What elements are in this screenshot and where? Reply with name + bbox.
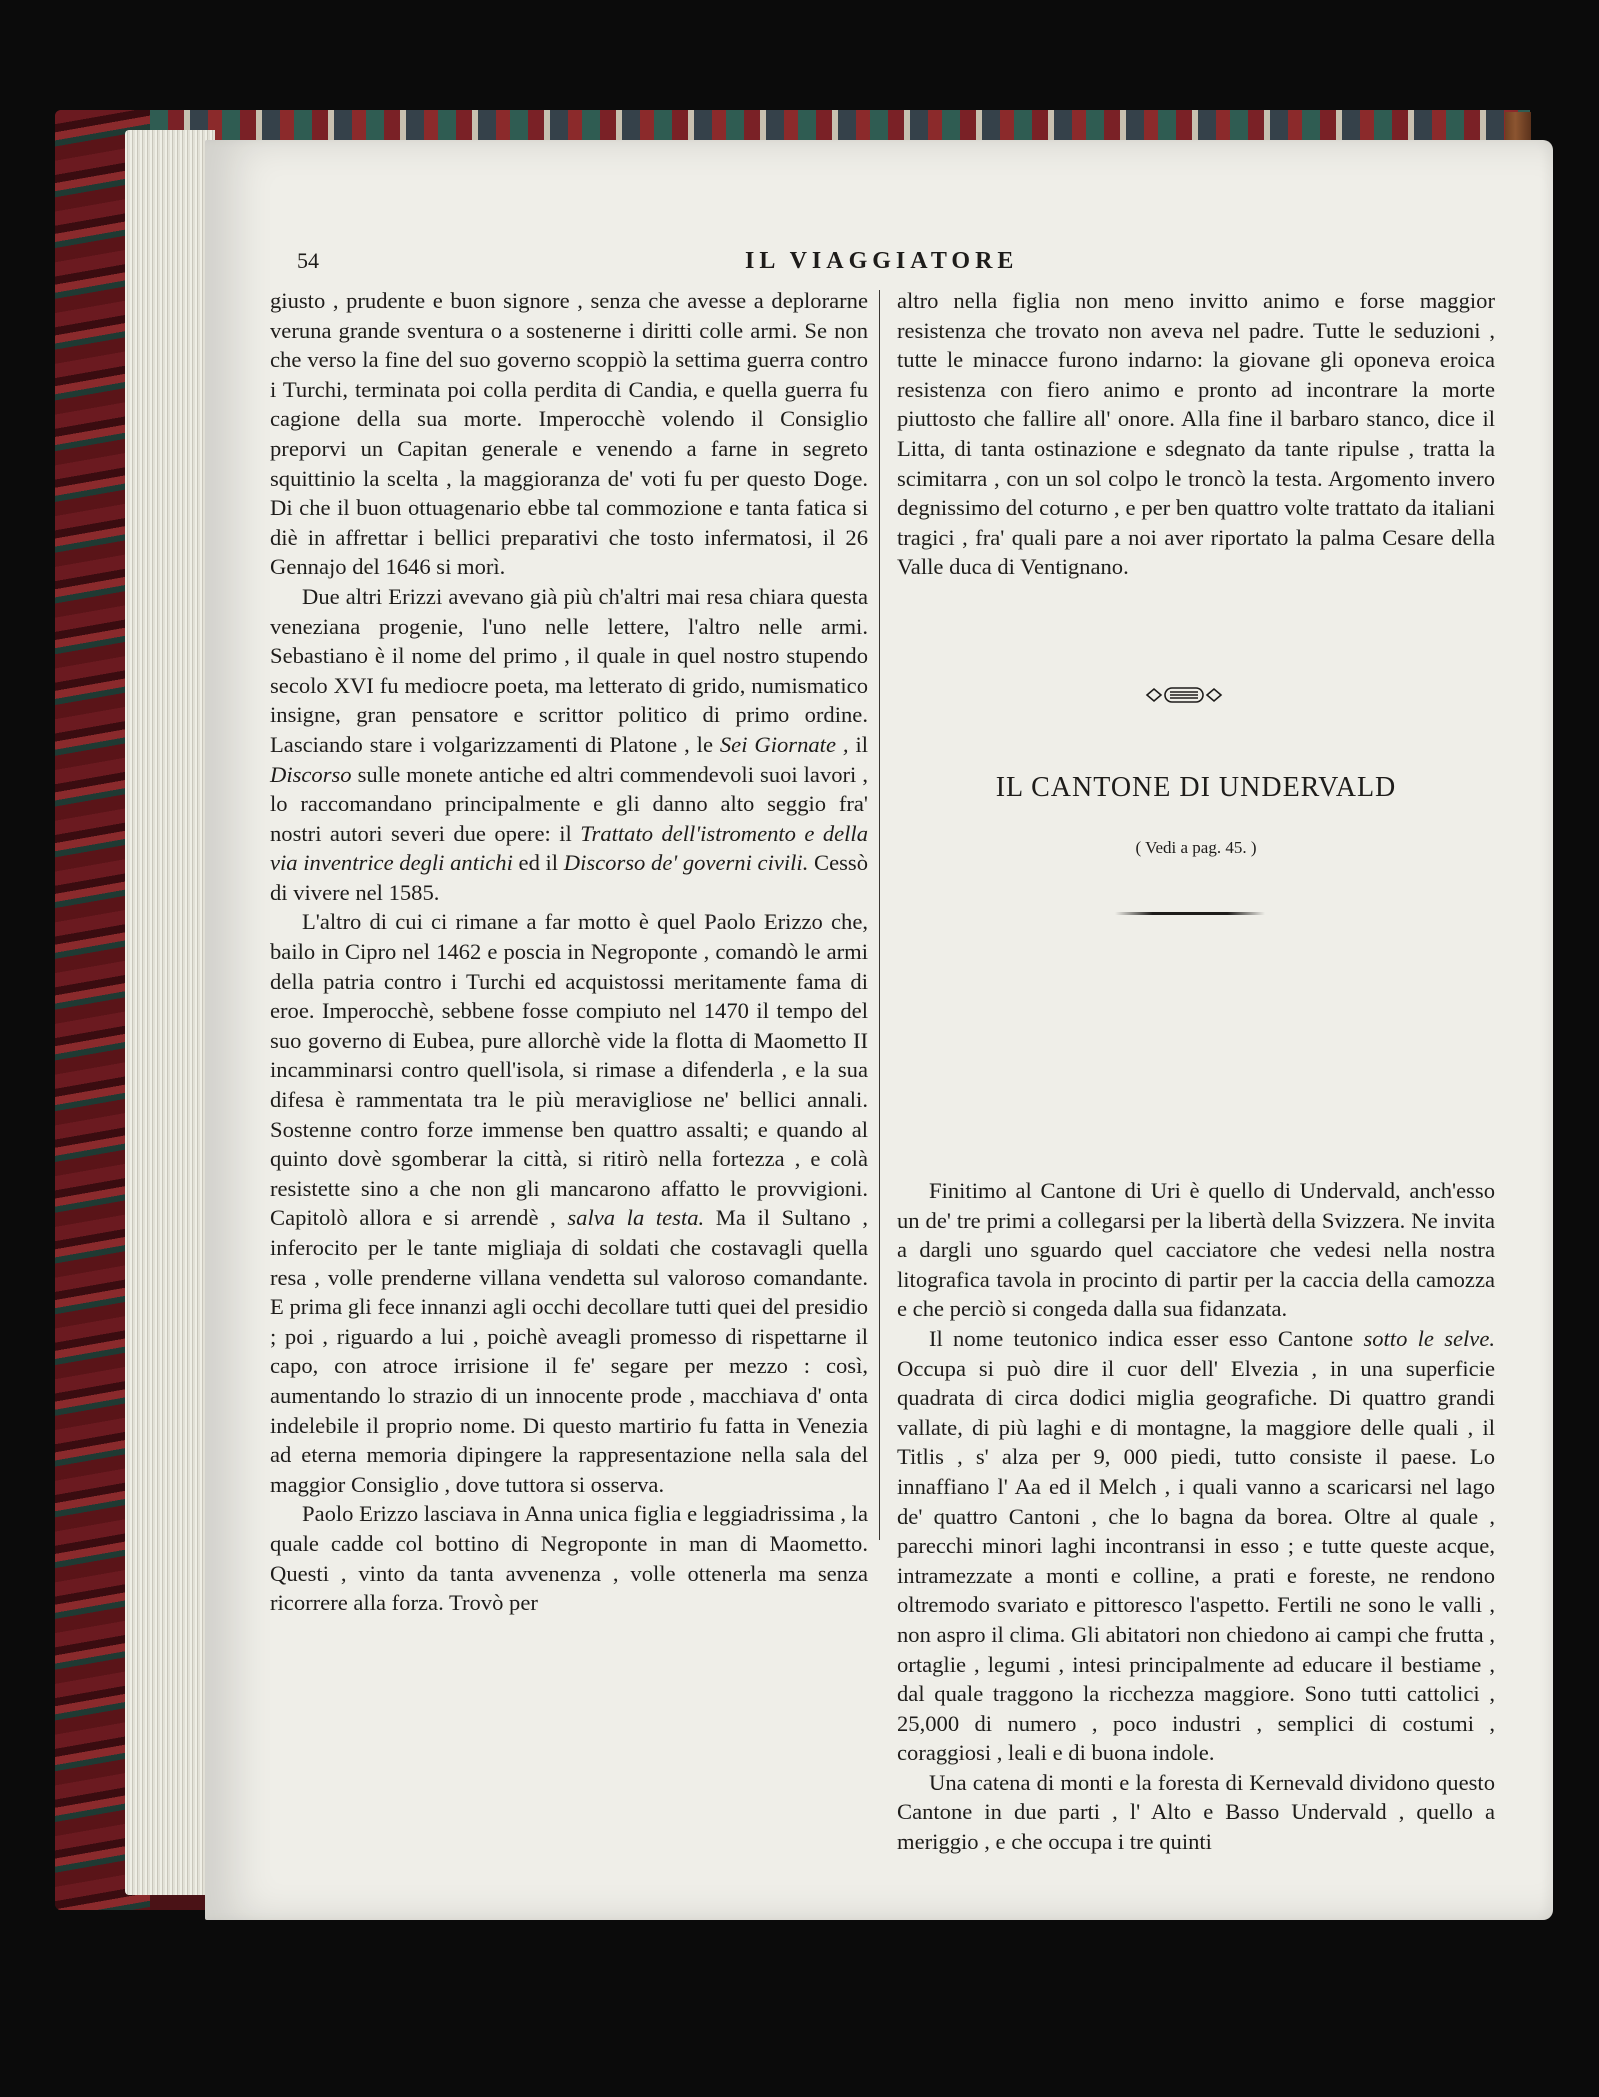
text-run: L'altro di cui ci rimane a far motto è quel Paolo Erizzo che, bailo in Cipro nel 1462 e poscia in Negroponte , comandò le armi della patria contro i Turchi ed acquistossi meritamente fama di eroe. Imperocchè, sebbene fosse compiuto nel 1470 il tempo del suo governo di Eubea, pure allorchè vide la flotta di Maometto II incamminarsi contro quell'isola, si rimase a difenderla , e la sua difesa è rammentata tra le più meravigliose ne' bellici annali. Sostenne contro forze immense ben quattro assalti; e quando al quinto dovè sgomberar la città, si ritirò nella fortezza , e colà resistette sino a che non gli mancarono affatto le provvigioni. Capitolò allora e si arrendè , xyxy=(270,909,868,1231)
text-run: ed il xyxy=(512,850,564,876)
paragraph xyxy=(270,286,868,582)
paragraph xyxy=(270,582,868,908)
text-run: Due altri Erizzi avevano già più ch'altri mai resa chiara questa veneziana progenie, l'uno nelle lettere, l'altro nelle armi. Sebastiano è il nome del primo , il quale in quel nostro stupendo secolo XVI fu mediocre poeta, ma letterato di grido, numismatico insigne, gran pensatore e scrittor politico di primo ordine. Lasciando stare i volgarizzamenti di Platone , le xyxy=(270,583,868,757)
text-run: altro nella figlia non meno invitto animo e forse maggior resistenza che trovato non aveva nel padre. Tutte le seduzioni , tutte le minacce furono indarno: la giovane gli oponeva eroica resistenza con fiero animo e pronto ad incontrare la morte piuttosto che fallire all' onore. Alla fine il barbaro stanco, dice il Litta, di tanta ostinazione e sdegnato da tante ripulse , tratta la scimitarra , con un sol colpo le troncò la testa. Argomento invero degnissimo del coturno , e per ben quattro volte trattato da italiani tragici , fra' quali pare a noi aver riportato la palma Cesare della Valle duca di Ventignano. xyxy=(897,288,1495,580)
running-title: IL VIAGGIATORE xyxy=(745,248,1019,274)
text-run: Finitimo al Cantone di Uri è quello di Undervald, anch'esso un de' tre primi a collegarsi per la libertà della Svizzera. Ne invita a dargli uno sguardo quel cacciatore che vedesi nella nostra litografica tavola in procinto di partir per la caccia della camozza e che perciò si congeda dalla sua fidanzata. xyxy=(897,1178,1495,1322)
column-divider xyxy=(879,290,880,1540)
italic-text: Discorso xyxy=(270,761,352,787)
text-run: Una catena di monti e la foresta di Kernevald dividono questo Cantone in due parti , l' Alto e Basso Undervald , quello a meriggio , e che occupa i tre quinti xyxy=(897,1769,1495,1855)
section-divider xyxy=(1115,912,1265,915)
text-run: il xyxy=(848,731,868,757)
page-edges xyxy=(125,130,215,1895)
ornament-icon xyxy=(1145,684,1223,706)
text-run: Ma il Sultano , inferocito per le tante migliaja di soldati che costavagli quella resa , volle prenderne villana vendetta sul valoroso comandante. E prima gli fece innanzi agli occhi decollare tutti quei del presidio ; poi , riguardo a lui , poichè aveagli promesso di rispettarne il capo, con atroce irrisione il fe' segare per mezzo : così, aumentando lo strazio di un innocente prode , macchiava d' onta indelebile il proprio nome. Di questo martirio fu fatta in Venezia ad eterna memoria dipingere la rappresentazione nella sala del maggior Consiglio , dove tuttora si osserva. xyxy=(270,1205,868,1497)
paragraph xyxy=(897,286,1495,582)
paragraph xyxy=(897,1176,1495,1324)
text-run: giusto , prudente e buon signore , senza che avesse a deplorarne veruna grande sventura o a sostenerne i diritti colle armi. Se non che verso la fine del suo governo scoppiò la settima guerra contro i Turchi, terminata poi colla perdita di Candia, e quella guerra fu cagione della sua morte. Imperocchè volendo il Consiglio preporvi un Capitan generale e venendo a farne in segreto squittinio la scelta , la maggioranza de' voti fu per questo Doge. Di che il buon ottuagenario ebbe tal commozione e tanta fatica si diè in affrettar i bellici preparativi che tosto infermatosi, il 26 Gennajo del 1646 si morì. xyxy=(270,288,868,580)
italic-text: salva la testa. xyxy=(567,1205,705,1231)
paragraph xyxy=(270,907,868,1499)
section-note: ( Vedi a pag. 45. ) xyxy=(1135,838,1257,857)
book-page xyxy=(205,140,1553,1920)
paragraph xyxy=(897,1768,1495,1857)
italic-text: Trattato dell'istromento e della via inventrice degli antichi xyxy=(270,820,868,876)
section-body xyxy=(897,1176,1495,1857)
paragraph xyxy=(270,1499,868,1617)
text-run: sulle monete antiche ed altri commendevoli suoi lavori , lo raccomandano principalmente e gli danno alto seggio fra' nostri autori severi due opere: il xyxy=(270,761,868,846)
section-title: IL CANTONE DI UNDERVALD xyxy=(995,772,1397,803)
left-column xyxy=(270,286,868,1618)
text-run: Cessò di vivere nel 1585. xyxy=(270,850,869,905)
italic-text: sotto le selve. xyxy=(1363,1325,1495,1351)
text-run: Paolo Erizzo lasciava in Anna unica figlia e leggiadrissima , la quale cadde col bottino di Negroponte in man di Maometto. Questi , vinto da tanta avvenenza , volle ottenerla ma senza ricorrere alla forza. Trovò per xyxy=(270,1501,868,1616)
paragraph xyxy=(897,1324,1495,1768)
text-run: Il nome teutonico indica esser esso Cantone xyxy=(929,1325,1364,1351)
text-run: Occupa si può dire il cuor dell' Elvezia , in una superficie quadrata di circa dodici miglia geografiche. Di quattro grandi vallate, di più laghi e di montagne, la maggiore delle quali , il Titlis , s' alza per 9, 000 piedi, tutto consiste il paese. Lo innaffiano l' Aa ed il Melch , i quali vanno a scaricarsi nel lago de' quattro Cantoni , che lo bagna da borea. Oltre al quale , parecchi minori laghi incontransi in esso ; e tutte queste acque, intramezzate a monti e colline, a prati e foreste, ne rendono oltremodo svariato e pittoresco l'aspetto. Fertili ne sono le valli , non aspro il clima. Gli abitatori non chiedono ai campi che frutta , ortaglie , legumi , intesi principalmente ad educare il bestiame , dal quale traggono la ricchezza maggiore. Sono tutti cattolici , 25,000 di numero , poco industri , semplici di costumi , coraggiosi , leali e di buona indole. xyxy=(897,1355,1495,1766)
marbled-edge-top xyxy=(150,110,1530,144)
right-column xyxy=(897,286,1495,582)
italic-text: Sei Giornate , xyxy=(719,731,849,757)
italic-text: Discorso de' governi civili. xyxy=(563,850,809,876)
page-number: 54 xyxy=(297,248,319,273)
